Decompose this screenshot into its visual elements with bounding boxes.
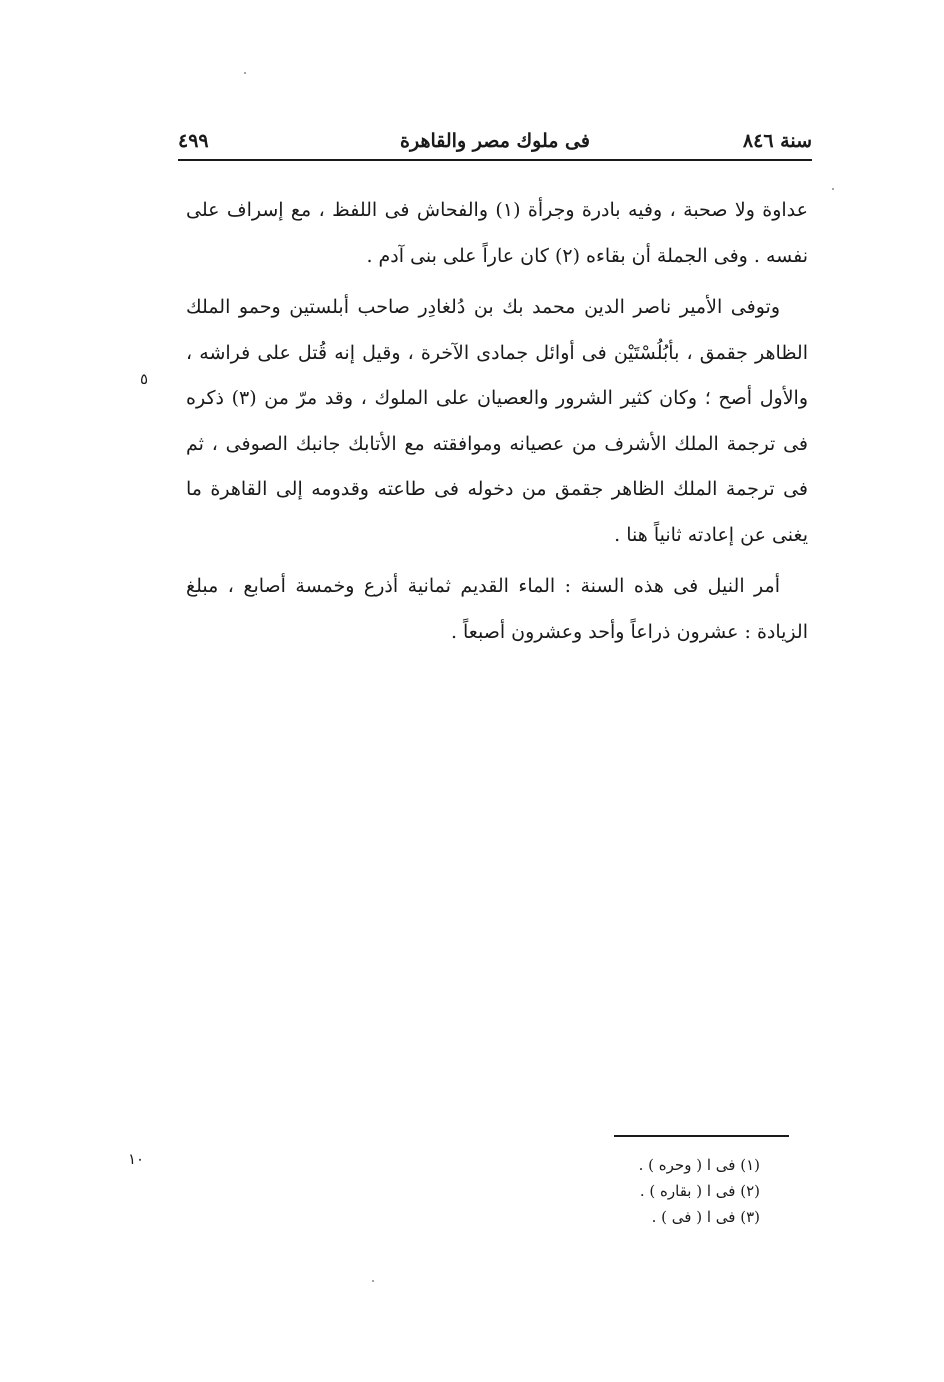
- header-rule: [178, 159, 812, 161]
- header-page-number: ٤٩٩: [178, 130, 209, 152]
- paragraph-3: أمر النيل فى هذه السنة : الماء القديم ثمانية أذرع وخمسة أصابع ، مبلغ الزيادة : عشرون ذراعاً وأحد وعشرون أصبعاً .: [186, 575, 808, 643]
- line-number-5: ٥: [140, 370, 149, 388]
- scan-speck: [832, 188, 834, 190]
- footnote-rule: [614, 1135, 789, 1137]
- paragraph-2: وتوفى الأمير ناصر الدين محمد بك بن دُلغادِر صاحب أبلستين وحمو الملك الظاهر جقمق ، بأبُلُسْتَيْن فى أوائل جمادى الآخرة ، وقيل إنه قُتل على فراشه ، والأول أصح ؛ وكان كثير الشرور والعصيان على الملوك ، وقد مرّ من (٣) ذكره فى ترجمة الملك الأشرف من عصيانه وموافقته مع الأتابك جانبك الصوفى ، ثم فى ترجمة الملك الظاهر جقمق من دخوله فى طاعته وقدومه إلى القاهرة ما يغنى عن إعادته ثانياً هنا .: [186, 296, 808, 546]
- scan-speck: [372, 1280, 374, 1282]
- paragraph-1: عداوة ولا صحبة ، وفيه بادرة وجرأة (١) والفحاش فى اللفظ ، مع إسراف على نفسه . وفى الجملة أن بقاءه (٢) كان عاراً على بنى آدم .: [186, 199, 808, 267]
- footnote-2: (٢) فى ا ( بقاره ) .: [639, 1182, 760, 1200]
- main-text: [186, 188, 808, 661]
- footnote-1: (١) فى ا ( وحره ) .: [638, 1156, 760, 1174]
- running-header: [178, 128, 812, 158]
- header-year: سنة ٨٤٦: [742, 130, 812, 152]
- line-number-10: ١٠: [128, 1150, 145, 1168]
- footnotes: [560, 1152, 760, 1230]
- footnote-3: (٣) فى ا ( فى ) .: [651, 1208, 760, 1226]
- header-title: فى ملوك مصر والقاهرة: [400, 130, 590, 152]
- scan-speck: [244, 72, 246, 74]
